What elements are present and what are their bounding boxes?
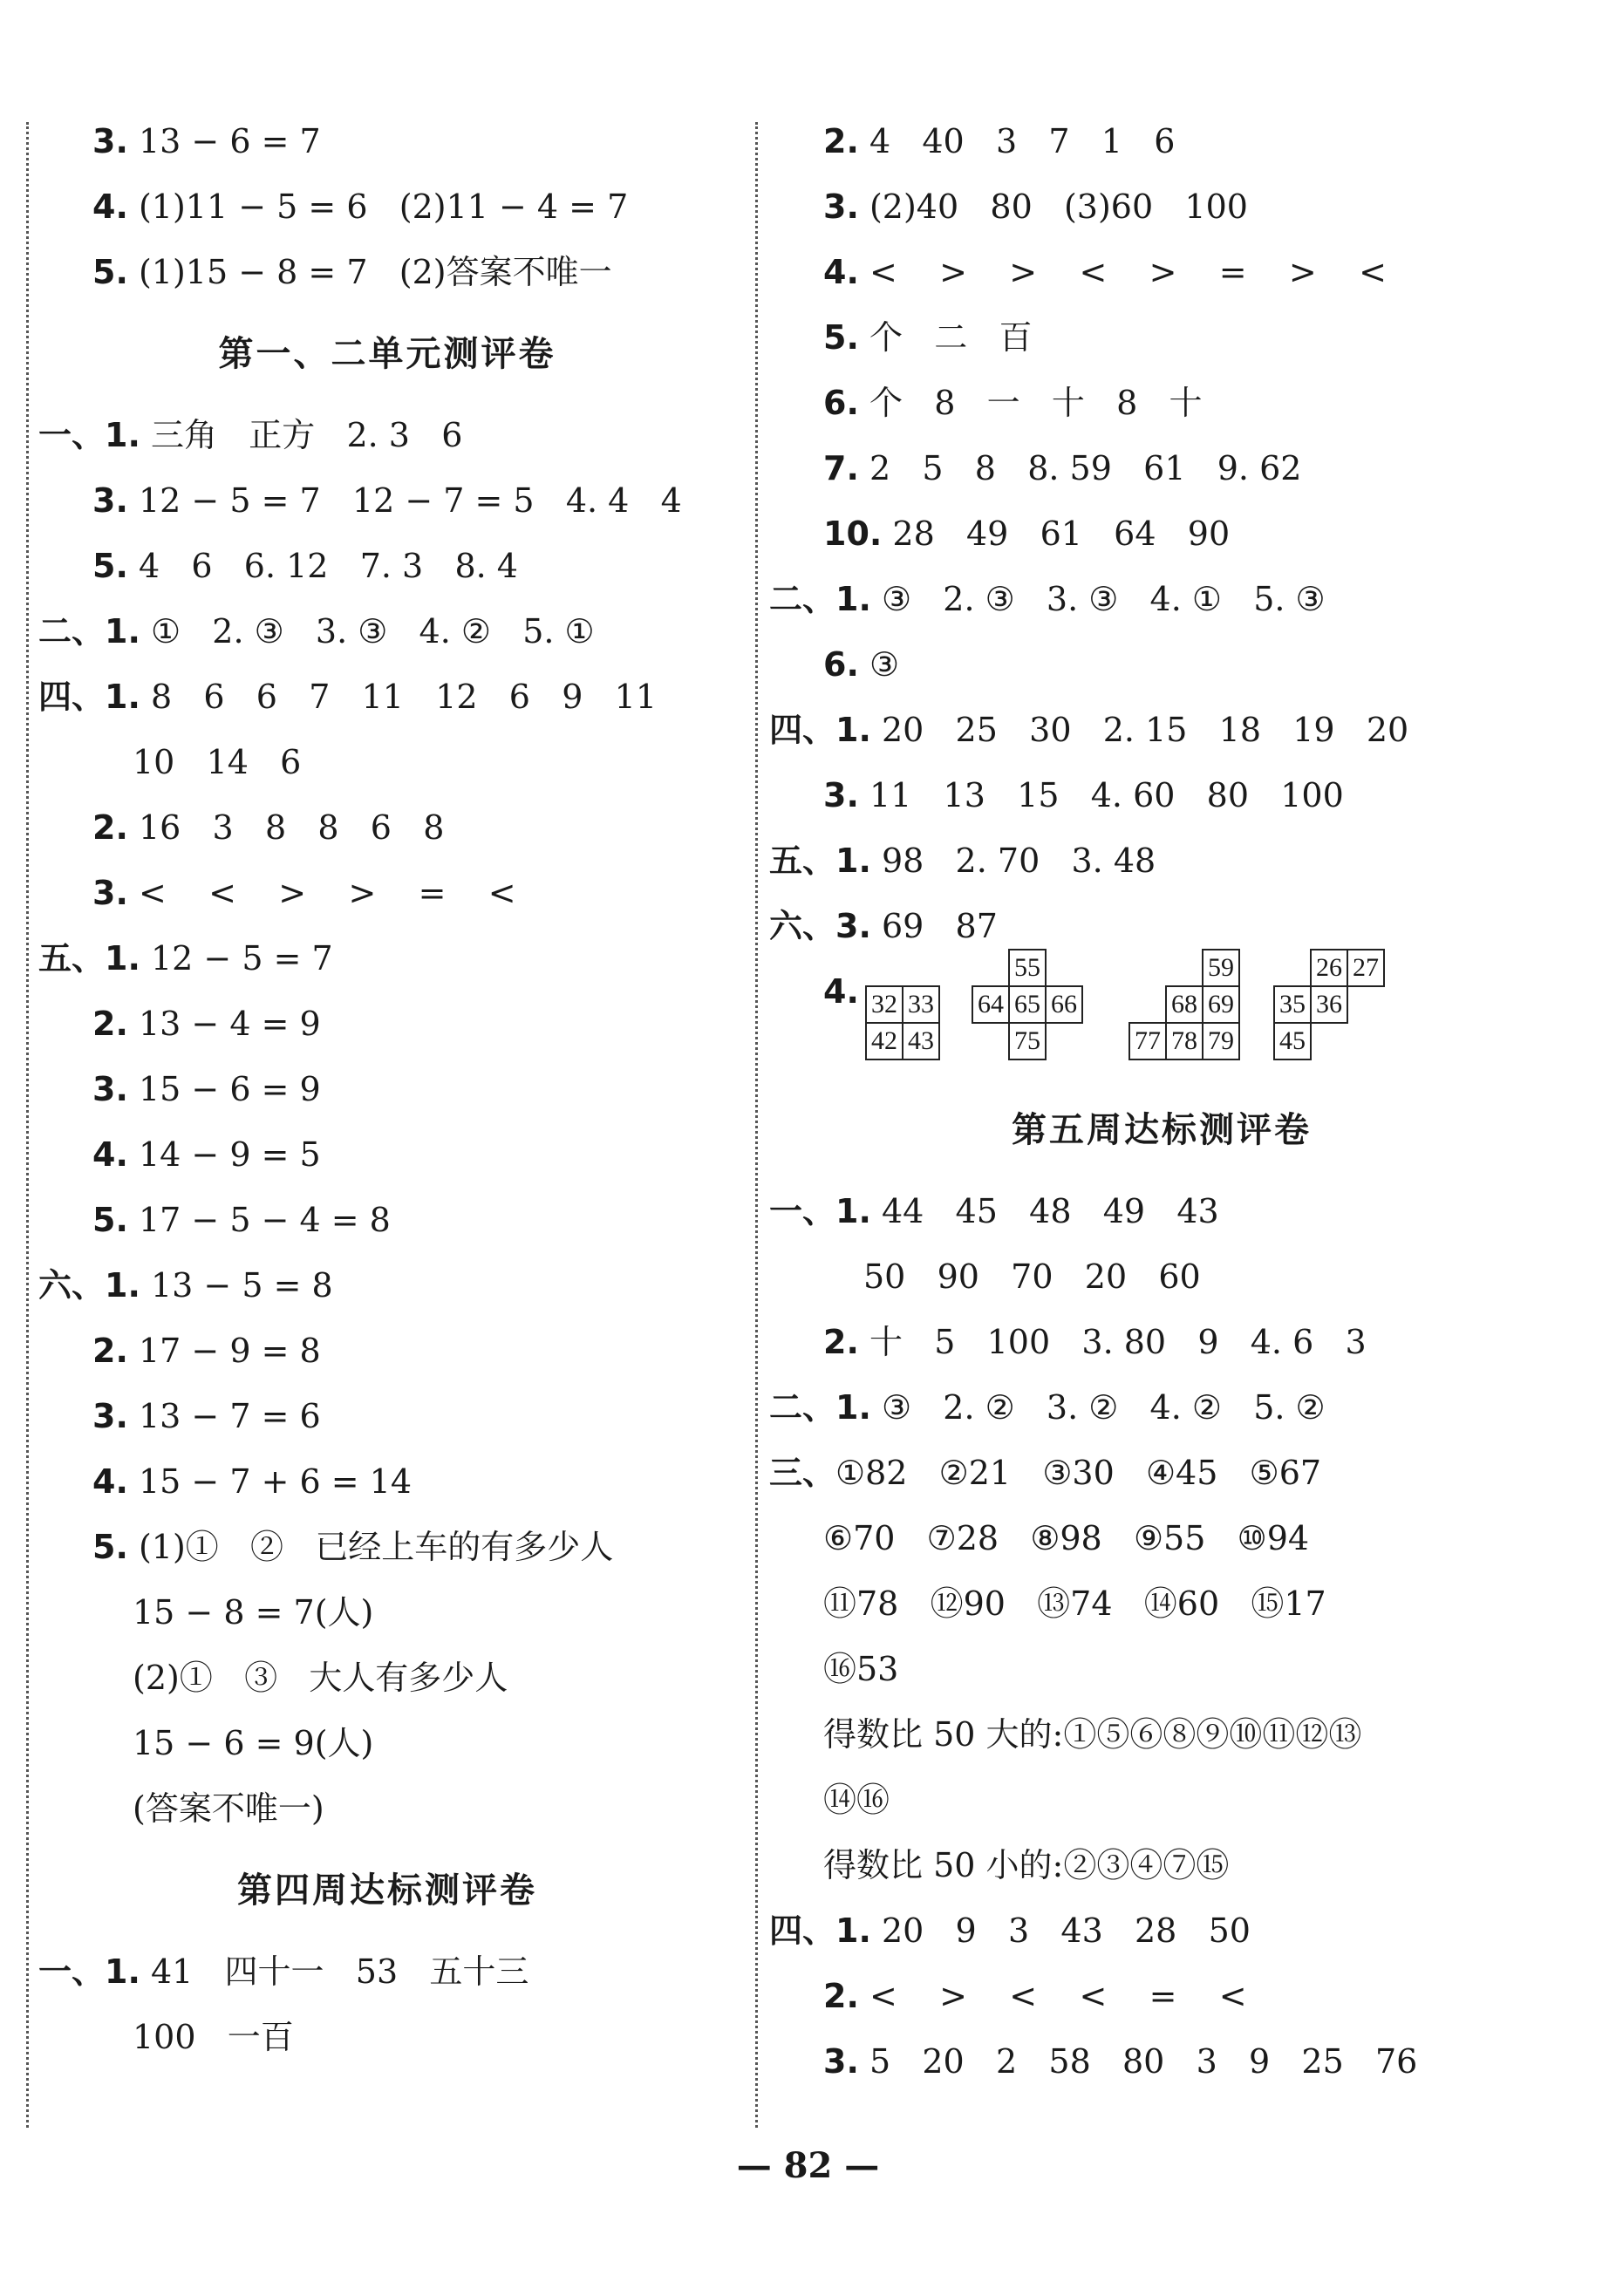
answer-line: [769, 698, 1554, 763]
question-number: 2.: [92, 1005, 128, 1043]
answer-line: [769, 1964, 1554, 2029]
answer-text: 4 6 6. 12 7. 3 8. 4: [127, 547, 518, 585]
answer-line: [38, 534, 736, 599]
answer-line: [769, 1637, 1554, 1702]
answer-line: [38, 1515, 736, 1580]
grid-cell: 27: [1347, 949, 1385, 987]
answer-line: [38, 926, 736, 991]
answer-line: [38, 1057, 736, 1122]
answer-text: (1)① ② 已经上车的有多少人: [127, 1528, 614, 1566]
question-number: 三、: [769, 1454, 836, 1492]
grid-cell: 77: [1128, 1022, 1167, 1060]
answer-line: [38, 1188, 736, 1253]
answer-text: 个 二 百: [858, 318, 1033, 357]
question-number: 4.: [823, 253, 859, 291]
question-number: 六、3.: [769, 907, 871, 945]
answer-line: [38, 1253, 736, 1318]
grid-cell: 69: [1202, 985, 1240, 1024]
question-number: 3.: [823, 2042, 859, 2081]
question-number: 二、1.: [769, 1388, 871, 1427]
question-number: 7.: [823, 449, 859, 487]
answer-text: 28 49 61 64 90: [882, 514, 1231, 553]
answer-text: 13 − 7 = 6: [127, 1397, 321, 1435]
answer-text: (2)40 80 (3)60 100: [858, 187, 1248, 226]
question-number: 5.: [823, 318, 859, 357]
grid-cell: 66: [1045, 985, 1083, 1024]
answer-text: 2 5 8 8. 59 61 9. 62: [858, 449, 1302, 487]
answer-text: (1)11 − 5 = 6 (2)11 − 4 = 7: [127, 187, 629, 226]
answer-text: 41 四十一 53 五十三: [140, 1952, 529, 1991]
answer-line: [769, 828, 1554, 894]
answer-line: [769, 1179, 1554, 1244]
answer-text: 10 14 6: [133, 743, 302, 781]
grid-cell: 43: [902, 1022, 940, 1060]
question-number: 2.: [92, 1332, 128, 1370]
answer-text: 13 − 5 = 8: [140, 1266, 333, 1305]
answer-line: [769, 109, 1554, 174]
answer-text: < > > < > = > <: [858, 253, 1387, 291]
answer-text: 得数比 50 大的:①⑤⑥⑧⑨⑩⑪⑫⑬: [823, 1715, 1362, 1754]
answer-text: ③: [858, 645, 900, 684]
section-heading: 第一、二单元测评卷: [218, 334, 556, 374]
answer-line: [769, 501, 1554, 567]
answer-line: [38, 1645, 736, 1711]
answer-text: 16 3 8 8 6 8: [127, 808, 445, 847]
question-number: 6.: [823, 384, 859, 422]
answer-line: [38, 991, 736, 1057]
grid-cell: 35: [1273, 985, 1312, 1024]
answer-line: [38, 599, 736, 664]
answer-line: [38, 1122, 736, 1188]
answer-text: 11 13 15 4. 60 80 100: [858, 776, 1344, 814]
question-number: 四、1.: [769, 711, 871, 749]
grid-cell: 32: [865, 985, 903, 1024]
question-number: 3.: [92, 874, 128, 912]
question-number: 4.: [92, 187, 128, 226]
answer-text: 17 − 9 = 8: [127, 1332, 321, 1370]
answer-text: 13 − 6 = 7: [127, 122, 321, 160]
answer-line: [38, 240, 736, 305]
column-divider: [755, 122, 758, 2128]
answer-text: ① 2. ③ 3. ③ 4. ② 5. ①: [140, 612, 595, 651]
answer-line: [38, 174, 736, 240]
answer-text: 15 − 6 = 9(人): [133, 1724, 374, 1762]
answer-text: 14 − 9 = 5: [127, 1135, 321, 1174]
answer-line: [38, 109, 736, 174]
answer-line: [38, 1384, 736, 1449]
answer-text: ③ 2. ② 3. ② 4. ② 5. ②: [870, 1388, 1326, 1427]
question-number: 10.: [823, 514, 883, 553]
answer-line: [38, 664, 736, 730]
question-number: 四、1.: [769, 1911, 871, 1950]
answer-text: 5 20 2 58 80 3 9 25 76: [858, 2042, 1418, 2081]
answer-text: 8 6 6 7 11 12 6 9 11: [140, 678, 657, 716]
answer-line: [769, 1702, 1554, 1768]
answer-text: 17 − 5 − 4 = 8: [127, 1201, 391, 1239]
answer-line: [769, 1768, 1554, 1833]
grid-question-number: 4.: [823, 972, 859, 1011]
question-number: 一、1.: [38, 1952, 140, 1991]
answer-line: [38, 1580, 736, 1645]
question-number: 3.: [92, 1397, 128, 1435]
answer-line: [38, 861, 736, 926]
answer-text: 得数比 50 小的:②③④⑦⑮: [823, 1846, 1230, 1884]
number-grid-figure: [769, 953, 1554, 1081]
answer-line: [769, 1833, 1554, 1898]
answer-line: [769, 305, 1554, 371]
answer-text: 三角 正方 2. 3 6: [140, 416, 463, 454]
page-number: — 82 —: [736, 2145, 880, 2186]
grid-cell: 45: [1273, 1022, 1312, 1060]
question-number: 四、1.: [38, 678, 140, 716]
question-number: 5.: [92, 547, 128, 585]
question-number: 4.: [92, 1462, 128, 1501]
question-number: 2.: [823, 122, 859, 160]
answer-text: 15 − 6 = 9: [127, 1070, 321, 1108]
question-number: 一、1.: [38, 416, 140, 454]
question-number: 一、1.: [769, 1192, 871, 1230]
answer-text: 20 9 3 43 28 50: [870, 1911, 1251, 1950]
answer-text: ⑥70 ⑦28 ⑧98 ⑨55 ⑩94: [823, 1519, 1310, 1557]
question-number: 二、1.: [769, 580, 871, 618]
answer-text: ③ 2. ③ 3. ③ 4. ① 5. ③: [870, 580, 1326, 618]
grid-cell: 75: [1008, 1022, 1047, 1060]
answer-text: 13 − 4 = 9: [127, 1005, 321, 1043]
answer-line: [38, 1449, 736, 1515]
answer-line: [769, 240, 1554, 305]
answer-text: < > < < = <: [858, 1977, 1247, 2015]
answer-text: 12 − 5 = 7 12 − 7 = 5 4. 4 4: [127, 481, 682, 520]
answer-text: (2)① ③ 大人有多少人: [133, 1659, 508, 1697]
answer-line: [769, 1571, 1554, 1637]
question-number: 3.: [92, 1070, 128, 1108]
question-number: 6.: [823, 645, 859, 684]
question-number: 2.: [823, 1977, 859, 2015]
question-number: 五、1.: [769, 841, 871, 880]
answer-line: [769, 1506, 1554, 1571]
answer-text: (1)15 − 8 = 7 (2)答案不唯一: [127, 253, 612, 291]
grid-cell: 36: [1310, 985, 1348, 1024]
answer-line: [769, 436, 1554, 501]
answer-line: [769, 2029, 1554, 2095]
answer-line: [769, 632, 1554, 698]
grid-cell: 68: [1165, 985, 1203, 1024]
answer-text: 69 87: [870, 907, 998, 945]
question-number: 5.: [92, 1528, 128, 1566]
question-number: 2.: [823, 1323, 859, 1361]
answer-text: ⑯53: [823, 1650, 899, 1688]
grid-cell: 33: [902, 985, 940, 1024]
question-number: 六、1.: [38, 1266, 140, 1305]
answer-line: [769, 1898, 1554, 1964]
answer-text: ⑭⑯: [823, 1781, 890, 1819]
right-column: [769, 109, 1554, 2095]
answer-line: [769, 567, 1554, 632]
answer-text: 98 2. 70 3. 48: [870, 841, 1156, 880]
answer-text: 个 8 一 十 8 十: [858, 384, 1203, 422]
answer-text: 20 25 30 2. 15 18 19 20: [870, 711, 1409, 749]
answer-line: [769, 894, 1554, 959]
answer-line: [769, 371, 1554, 436]
answer-line: [769, 1244, 1554, 1310]
answer-line: [38, 795, 736, 861]
answer-line: [769, 1310, 1554, 1375]
answer-text: 4 40 3 7 1 6: [858, 122, 1176, 160]
section-heading: 第四周达标测评卷: [237, 1870, 537, 1911]
grid-cell: 65: [1008, 985, 1047, 1024]
answer-text: 12 − 5 = 7: [140, 939, 333, 978]
grid-cell: 26: [1310, 949, 1348, 987]
answer-line: [38, 1776, 736, 1842]
answer-line: [769, 1441, 1554, 1506]
grid-cell: 78: [1165, 1022, 1203, 1060]
grid-cell: 64: [972, 985, 1010, 1024]
answer-text: 100 一百: [133, 2018, 294, 2056]
answer-line: [38, 468, 736, 534]
answer-text: 十 5 100 3. 80 9 4. 6 3: [858, 1323, 1367, 1361]
answer-text: 15 − 7 + 6 = 14: [127, 1462, 413, 1501]
answer-text: (答案不唯一): [133, 1789, 324, 1828]
answer-text: 50 90 70 20 60: [863, 1257, 1201, 1296]
grid-cell: 59: [1202, 949, 1240, 987]
question-number: 2.: [92, 808, 128, 847]
question-number: 3.: [92, 481, 128, 520]
left-binding-rule: [26, 122, 29, 2128]
answer-line: [38, 403, 736, 468]
answer-line: [769, 763, 1554, 828]
section-heading: 第五周达标测评卷: [1012, 1110, 1312, 1150]
answer-line: [38, 1711, 736, 1776]
answer-line: [38, 730, 736, 795]
answer-text: ①82 ②21 ③30 ④45 ⑤67: [835, 1454, 1322, 1492]
question-number: 五、1.: [38, 939, 140, 978]
answer-text: < < > > = <: [127, 874, 516, 912]
answer-text: ⑪78 ⑫90 ⑬74 ⑭60 ⑮17: [823, 1584, 1326, 1623]
answer-line: [38, 2005, 736, 2070]
left-column: [38, 109, 736, 2070]
answer-text: 44 45 48 49 43: [870, 1192, 1219, 1230]
grid-cell: 55: [1008, 949, 1047, 987]
answer-line: [769, 1375, 1554, 1441]
question-number: 5.: [92, 253, 128, 291]
question-number: 3.: [92, 122, 128, 160]
answer-line: [38, 1318, 736, 1384]
question-number: 二、1.: [38, 612, 140, 651]
question-number: 4.: [92, 1135, 128, 1174]
grid-cell: 79: [1202, 1022, 1240, 1060]
question-number: 3.: [823, 187, 859, 226]
answer-text: 15 − 8 = 7(人): [133, 1593, 374, 1632]
question-number: 3.: [823, 776, 859, 814]
question-number: 5.: [92, 1201, 128, 1239]
grid-cell: 42: [865, 1022, 903, 1060]
answer-line: [38, 1939, 736, 2005]
answer-line: [769, 174, 1554, 240]
